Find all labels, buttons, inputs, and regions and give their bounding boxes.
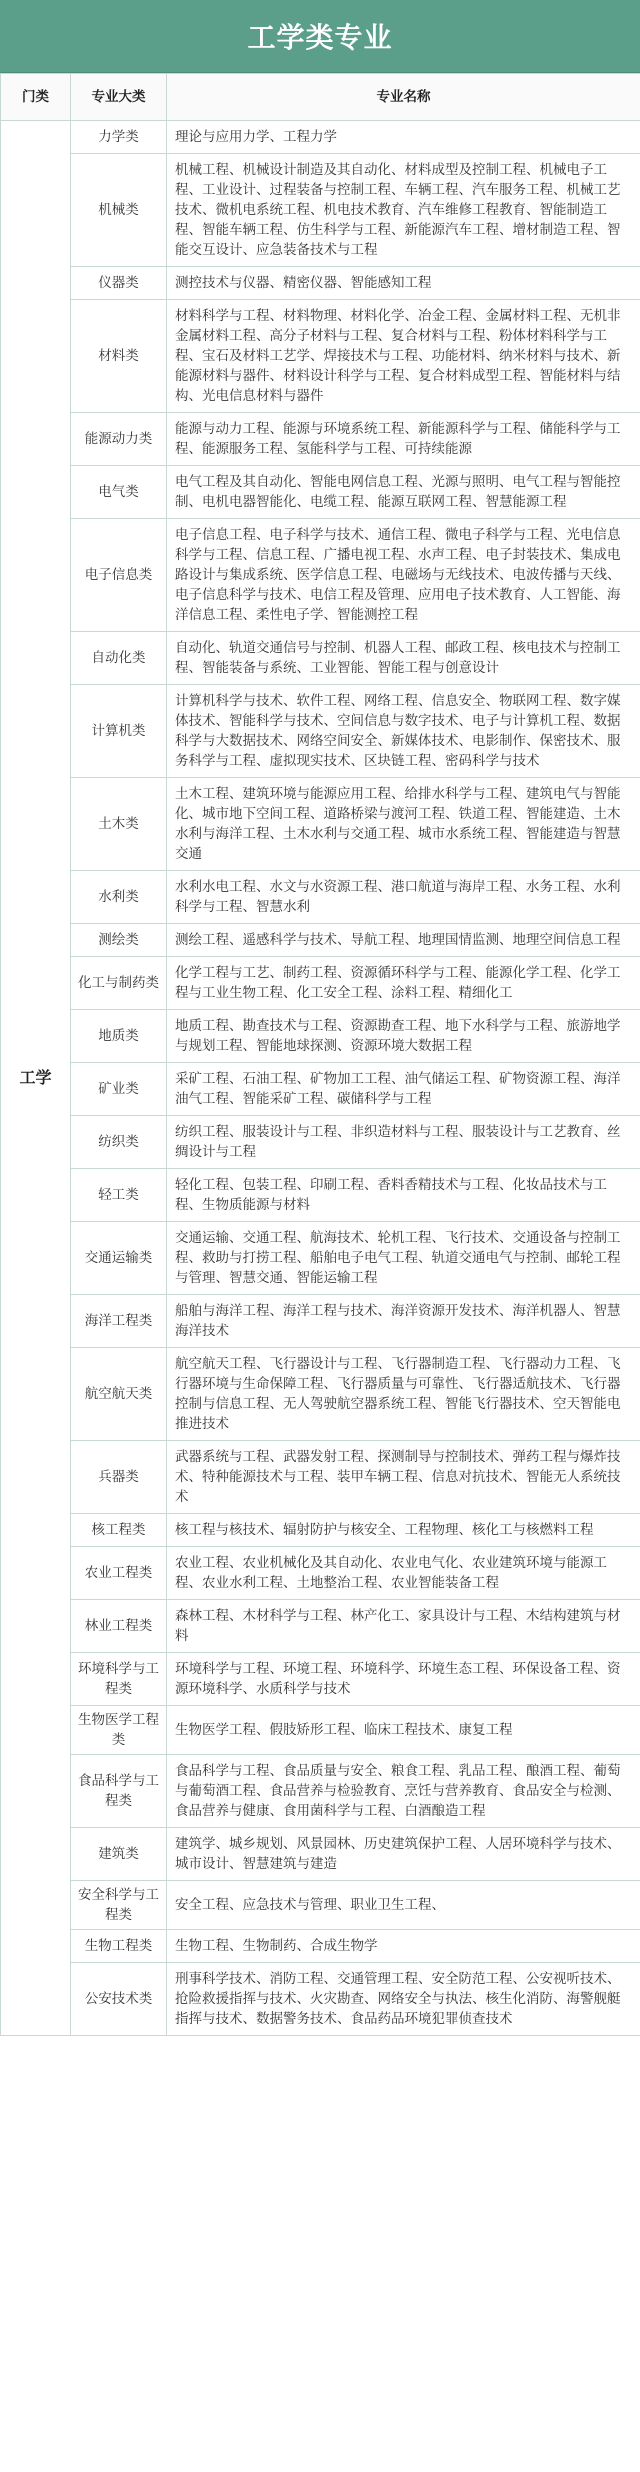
majors-cell: 电子信息工程、电子科学与技术、通信工程、微电子科学与工程、光电信息科学与工程、信息工程、广播电视工程、水声工程、电子封装技术、集成电路设计与集成系统、医学信息工程、电磁场与无线技术、电波传播与天线、电子信息科学与技术、电信工程及管理、应用电子技术教育、人工智能、海洋信息工程、柔性电子学、智能测控工程 [167, 519, 640, 632]
majors-cell: 食品科学与工程、食品质量与安全、粮食工程、乳品工程、酿酒工程、葡萄与葡萄酒工程、食品营养与检验教育、烹饪与营养教育、食品安全与检测、食品营养与健康、食用菌科学与工程、白酒酿造工程 [167, 1755, 640, 1828]
majors-cell: 化学工程与工艺、制药工程、资源循环科学与工程、能源化学工程、化学工程与工业生物工程、化工安全工程、涂料工程、精细化工 [167, 957, 640, 1010]
majors-table [0, 73, 640, 2036]
majors-cell: 测绘工程、遥感科学与技术、导航工程、地理国情监测、地理空间信息工程 [167, 924, 640, 957]
table-row [1, 1169, 640, 1222]
table-row [1, 1706, 640, 1755]
category-cell: 生物工程类 [71, 1930, 167, 1963]
table-row [1, 519, 640, 632]
category-cell: 机械类 [71, 154, 167, 267]
table-row [1, 267, 640, 300]
table-row [1, 1010, 640, 1063]
title-bar [0, 0, 640, 73]
category-cell: 电气类 [71, 466, 167, 519]
majors-cell: 土木工程、建筑环境与能源应用工程、给排水科学与工程、建筑电气与智能化、城市地下空间工程、道路桥梁与渡河工程、铁道工程、智能建造、土木水利与海洋工程、土木水利与交通工程、城市水系统工程、智能建造与智慧交通 [167, 778, 640, 871]
category-cell: 食品科学与工程类 [71, 1755, 167, 1828]
category-cell: 力学类 [71, 121, 167, 154]
majors-cell: 环境科学与工程、环境工程、环境科学、环境生态工程、环保设备工程、资源环境科学、水质科学与技术 [167, 1653, 640, 1706]
majors-cell: 理论与应用力学、工程力学 [167, 121, 640, 154]
table-row [1, 778, 640, 871]
table-row [1, 1348, 640, 1441]
majors-cell: 材料科学与工程、材料物理、材料化学、冶金工程、金属材料工程、无机非金属材料工程、高分子材料与工程、复合材料与工程、粉体材料科学与工程、宝石及材料工艺学、焊接技术与工程、功能材料、纳米材料与技术、新能源材料与器件、材料设计科学与工程、复合材料成型工程、智能材料与结构、光电信息材料与器件 [167, 300, 640, 413]
table-row [1, 121, 640, 154]
category-cell: 电子信息类 [71, 519, 167, 632]
table-row [1, 1116, 640, 1169]
category-cell: 轻工类 [71, 1169, 167, 1222]
majors-cell: 生物工程、生物制药、合成生物学 [167, 1930, 640, 1963]
category-cell: 农业工程类 [71, 1547, 167, 1600]
majors-cell: 测控技术与仪器、精密仪器、智能感知工程 [167, 267, 640, 300]
table-row [1, 1063, 640, 1116]
majors-cell: 交通运输、交通工程、航海技术、轮机工程、飞行技术、交通设备与控制工程、救助与打捞工程、船舶电子电气工程、轨道交通电气与控制、邮轮工程与管理、智慧交通、智能运输工程 [167, 1222, 640, 1295]
majors-cell: 生物医学工程、假肢矫形工程、临床工程技术、康复工程 [167, 1706, 640, 1755]
table-row [1, 300, 640, 413]
page-title: 工学类专业 [247, 21, 393, 54]
majors-cell: 轻化工程、包装工程、印刷工程、香料香精技术与工程、化妆品技术与工程、生物质能源与材料 [167, 1169, 640, 1222]
category-cell: 自动化类 [71, 632, 167, 685]
majors-cell: 水利水电工程、水文与水资源工程、港口航道与海岸工程、水务工程、水利科学与工程、智慧水利 [167, 871, 640, 924]
category-cell: 纺织类 [71, 1116, 167, 1169]
table-row [1, 1600, 640, 1653]
category-cell: 兵器类 [71, 1441, 167, 1514]
majors-cell: 机械工程、机械设计制造及其自动化、材料成型及控制工程、机械电子工程、工业设计、过程装备与控制工程、车辆工程、汽车服务工程、机械工艺技术、微机电系统工程、机电技术教育、汽车维修工程教育、智能制造工程、智能车辆工程、仿生科学与工程、新能源汽车工程、增材制造工程、智能交互设计、应急装备技术与工程 [167, 154, 640, 267]
table-row [1, 957, 640, 1010]
category-cell: 测绘类 [71, 924, 167, 957]
majors-cell: 刑事科学技术、消防工程、交通管理工程、安全防范工程、公安视听技术、抢险救援指挥与技术、火灾勘查、网络安全与执法、核生化消防、海警舰艇指挥与技术、数据警务技术、食品药品环境犯罪侦查技术 [167, 1963, 640, 2036]
header-category: 专业大类 [71, 74, 167, 121]
table-row [1, 1755, 640, 1828]
table-row [1, 924, 640, 957]
category-cell: 安全科学与工程类 [71, 1881, 167, 1930]
table-row [1, 871, 640, 924]
table-row [1, 1295, 640, 1348]
category-cell: 计算机类 [71, 685, 167, 778]
majors-cell: 航空航天工程、飞行器设计与工程、飞行器制造工程、飞行器动力工程、飞行器环境与生命保障工程、飞行器质量与可靠性、飞行器适航技术、飞行器控制与信息工程、无人驾驶航空器系统工程、智能飞行器技术、空天智能电推进技术 [167, 1348, 640, 1441]
table-row [1, 1514, 640, 1547]
table-row [1, 1653, 640, 1706]
table-row [1, 1881, 640, 1930]
majors-cell: 采矿工程、石油工程、矿物加工工程、油气储运工程、矿物资源工程、海洋油气工程、智能采矿工程、碳储科学与工程 [167, 1063, 640, 1116]
category-cell: 核工程类 [71, 1514, 167, 1547]
majors-cell: 电气工程及其自动化、智能电网信息工程、光源与照明、电气工程与智能控制、电机电器智能化、电缆工程、能源互联网工程、智慧能源工程 [167, 466, 640, 519]
majors-cell: 地质工程、勘查技术与工程、资源勘查工程、地下水科学与工程、旅游地学与规划工程、智能地球探测、资源环境大数据工程 [167, 1010, 640, 1063]
table-row [1, 1930, 640, 1963]
majors-cell: 森林工程、木材科学与工程、林产化工、家具设计与工程、木结构建筑与材料 [167, 1600, 640, 1653]
table-row [1, 1222, 640, 1295]
category-cell: 生物医学工程类 [71, 1706, 167, 1755]
category-cell: 海洋工程类 [71, 1295, 167, 1348]
category-cell: 土木类 [71, 778, 167, 871]
category-cell: 林业工程类 [71, 1600, 167, 1653]
majors-cell: 建筑学、城乡规划、风景园林、历史建筑保护工程、人居环境科学与技术、城市设计、智慧建筑与建造 [167, 1828, 640, 1881]
header-majors: 专业名称 [167, 74, 640, 121]
majors-cell: 农业工程、农业机械化及其自动化、农业电气化、农业建筑环境与能源工程、农业水利工程、土地整治工程、农业智能装备工程 [167, 1547, 640, 1600]
majors-cell: 能源与动力工程、能源与环境系统工程、新能源科学与工程、储能科学与工程、能源服务工程、氢能科学与工程、可持续能源 [167, 413, 640, 466]
category-cell: 矿业类 [71, 1063, 167, 1116]
category-cell: 水利类 [71, 871, 167, 924]
category-cell: 材料类 [71, 300, 167, 413]
category-cell: 环境科学与工程类 [71, 1653, 167, 1706]
table-row [1, 1963, 640, 2036]
category-cell: 仪器类 [71, 267, 167, 300]
category-cell: 公安技术类 [71, 1963, 167, 2036]
table-body [1, 121, 640, 2036]
table-row [1, 154, 640, 267]
table-row [1, 1547, 640, 1600]
table-row [1, 1441, 640, 1514]
table-row [1, 413, 640, 466]
majors-cell: 核工程与核技术、辐射防护与核安全、工程物理、核化工与核燃料工程 [167, 1514, 640, 1547]
table-row [1, 466, 640, 519]
header-door: 门类 [1, 74, 71, 121]
table-header [1, 74, 640, 121]
majors-cell: 计算机科学与技术、软件工程、网络工程、信息安全、物联网工程、数字媒体技术、智能科学与技术、空间信息与数字技术、电子与计算机工程、数据科学与大数据技术、网络空间安全、新媒体技术、电影制作、保密技术、服务科学与工程、虚拟现实技术、区块链工程、密码科学与技术 [167, 685, 640, 778]
majors-cell: 船舶与海洋工程、海洋工程与技术、海洋资源开发技术、海洋机器人、智慧海洋技术 [167, 1295, 640, 1348]
majors-cell: 武器系统与工程、武器发射工程、探测制导与控制技术、弹药工程与爆炸技术、特种能源技术与工程、装甲车辆工程、信息对抗技术、智能无人系统技术 [167, 1441, 640, 1514]
category-cell: 化工与制药类 [71, 957, 167, 1010]
category-cell: 能源动力类 [71, 413, 167, 466]
category-cell: 交通运输类 [71, 1222, 167, 1295]
category-cell: 建筑类 [71, 1828, 167, 1881]
door-cell: 工学 [1, 121, 71, 2036]
category-cell: 地质类 [71, 1010, 167, 1063]
majors-cell: 安全工程、应急技术与管理、职业卫生工程、 [167, 1881, 640, 1930]
majors-cell: 纺织工程、服装设计与工程、非织造材料与工程、服装设计与工艺教育、丝绸设计与工程 [167, 1116, 640, 1169]
table-row [1, 632, 640, 685]
table-row [1, 685, 640, 778]
table-row [1, 1828, 640, 1881]
category-cell: 航空航天类 [71, 1348, 167, 1441]
majors-cell: 自动化、轨道交通信号与控制、机器人工程、邮政工程、核电技术与控制工程、智能装备与系统、工业智能、智能工程与创意设计 [167, 632, 640, 685]
